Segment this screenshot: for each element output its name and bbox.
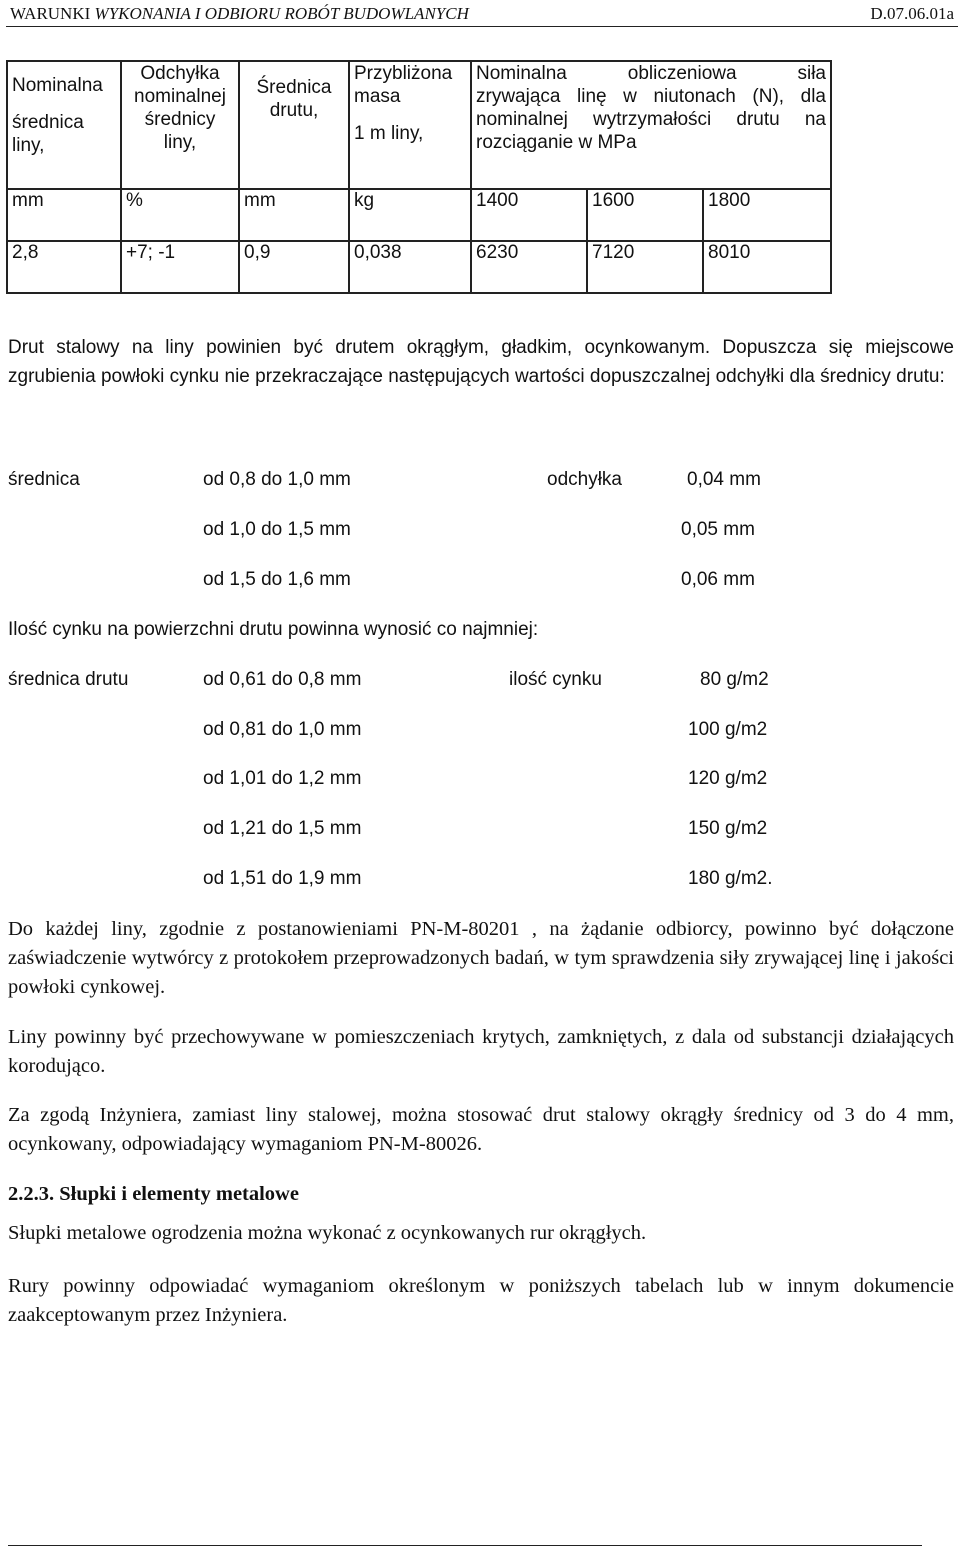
tolerance-value: 0,05 mm xyxy=(681,519,755,540)
table-cell: 1600 xyxy=(587,189,703,241)
header-line: średnica xyxy=(12,112,84,133)
tolerance-value: 0,04 mm xyxy=(687,469,761,490)
zinc-range: od 1,21 do 1,5 mm xyxy=(203,818,362,839)
tolerance-value: 0,06 mm xyxy=(681,569,755,590)
rope-spec-table xyxy=(6,60,832,294)
header-line: Odchyłka xyxy=(140,63,220,84)
header-cell-diameter xyxy=(7,61,121,189)
zinc-range: od 0,81 do 1,0 mm xyxy=(203,719,362,740)
deviation-label: odchyłka xyxy=(547,469,622,490)
header-cell-force xyxy=(471,61,831,189)
header-title-plain: WARUNKI xyxy=(10,4,95,23)
zinc-value: 120 g/m2 xyxy=(688,768,768,789)
zinc-range: od 1,01 do 1,2 mm xyxy=(203,768,362,789)
table-cell: +7; -1 xyxy=(121,241,239,293)
paragraph-wire-requirements: Drut stalowy na liny powinien być drutem okrągłym, gładkim, ocynkowanym. Dopuszcza się miejscowe zgrubienia powłoki cynku nie przekraczające następujących wartości dopuszczalnej odchyłki dla średnicy drutu: xyxy=(8,337,954,387)
table-cell: mm xyxy=(239,189,349,241)
table-values-row xyxy=(7,241,831,293)
table-cell: % xyxy=(121,189,239,241)
header-code: D.07.06.01a xyxy=(870,4,954,23)
table-header-row xyxy=(7,61,831,189)
header-line: nominalnej xyxy=(134,86,226,107)
zinc-value: 180 g/m2. xyxy=(688,868,773,889)
table-cell: 2,8 xyxy=(7,241,121,293)
tolerance-range: od 0,8 do 1,0 mm xyxy=(203,469,351,490)
footer-divider xyxy=(8,1545,922,1546)
paragraph-pipes: Rury powinny odpowiadać wymaganiom określonym w poniższych tabelach lub w innym dokumencie zaakceptowanym przez Inżyniera. xyxy=(8,1275,954,1326)
zinc-value: 100 g/m2 xyxy=(688,719,768,740)
zinc-value: 150 g/m2 xyxy=(688,818,768,839)
table-cell: 1800 xyxy=(703,189,831,241)
tolerance-range: od 1,0 do 1,5 mm xyxy=(203,519,351,540)
header-line: Nominalna obliczeniowa siła xyxy=(476,63,826,84)
header-line: 1 m liny, xyxy=(354,123,424,144)
zinc-qty-label: ilość cynku xyxy=(509,669,602,690)
header-line: Średnica xyxy=(256,77,332,98)
header-line: liny, xyxy=(12,135,45,156)
page-header xyxy=(10,2,954,26)
table-cell: mm xyxy=(7,189,121,241)
paragraph-alternative-wire: Za zgodą Inżyniera, zamiast liny stalowej, można stosować drut stalowy okrągły średnicy od 3 do 4 mm, ocynkowany, odpowiadający wymaganiom PN-M-80026. xyxy=(8,1104,954,1155)
zinc-value: 80 g/m2 xyxy=(700,669,769,690)
table-cell: 7120 xyxy=(587,241,703,293)
section-heading: 2.2.3. Słupki i elementy metalowe xyxy=(8,1183,299,1205)
table-cell: kg xyxy=(349,189,471,241)
zinc-range: od 1,51 do 1,9 mm xyxy=(203,868,362,889)
header-line: liny, xyxy=(163,132,197,153)
paragraph-certificate: Do każdej liny, zgodnie z postanowieniami PN-M-80201 , na żądanie odbiorcy, powinno być dołączone zaświadczenie wytwórcy z protokołem przeprowadzonych badań, w tym sprawdzenia siły zrywającej linę i jakości powłoki cynkowej. xyxy=(8,918,954,998)
header-line: Nominalna xyxy=(12,75,103,96)
table-units-row xyxy=(7,189,831,241)
header-cell-wire xyxy=(239,61,349,189)
paragraph-posts: Słupki metalowe ogrodzenia można wykonać z ocynkowanych rur okrągłych. xyxy=(8,1222,647,1244)
header-title-italic: WYKONANIA I ODBIORU ROBÓT BUDOWLANYCH xyxy=(94,4,469,23)
header-cell-mass xyxy=(349,61,471,189)
table-cell: 0,038 xyxy=(349,241,471,293)
table-cell: 1400 xyxy=(471,189,587,241)
header-cell-deviation xyxy=(121,61,239,189)
header-line: drutu, xyxy=(269,100,319,121)
header-divider xyxy=(6,26,958,27)
zinc-diameter-label: średnica drutu xyxy=(8,669,129,690)
paragraph-storage: Liny powinny być przechowywane w pomieszczeniach krytych, zamkniętych, z dala od substancji działających korodująco. xyxy=(8,1026,954,1077)
header-line: zrywająca linę w niutonach (N), dla xyxy=(476,86,826,107)
header-line: rozciąganie w MPa xyxy=(476,132,637,153)
header-title xyxy=(10,4,469,24)
header-line: nominalnej wytrzymałości drutu na xyxy=(476,109,826,130)
tolerance-range: od 1,5 do 1,6 mm xyxy=(203,569,351,590)
header-line: średnicy xyxy=(144,109,216,130)
table-cell: 0,9 xyxy=(239,241,349,293)
table-cell: 8010 xyxy=(703,241,831,293)
table-cell: 6230 xyxy=(471,241,587,293)
zinc-range: od 0,61 do 0,8 mm xyxy=(203,669,362,690)
header-line: Przybliżona xyxy=(354,63,453,84)
tolerance-label: średnica xyxy=(8,469,80,490)
paragraph-zinc-amount: Ilość cynku na powierzchni drutu powinna wynosić co najmniej: xyxy=(8,619,539,640)
header-line: masa xyxy=(354,86,401,107)
